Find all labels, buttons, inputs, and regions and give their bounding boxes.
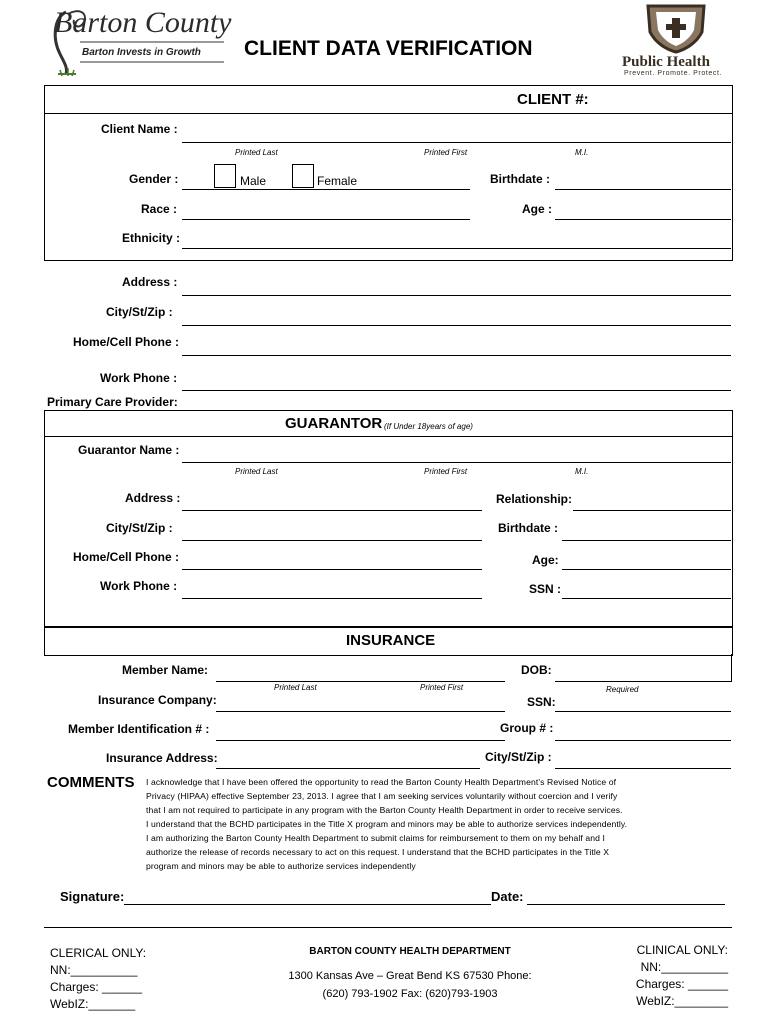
pcp-label: Primary Care Provider: (47, 395, 178, 409)
guarantor-hint-first: Printed First (424, 467, 468, 476)
comments-line-7: program and minors may be able to authorize services independently (146, 861, 416, 871)
client-name-field[interactable] (182, 142, 731, 143)
male-label: Male (240, 174, 267, 188)
guarantor-citystzip-label: City/St/Zip : (106, 521, 173, 535)
group-field[interactable] (555, 740, 731, 741)
footer-divider (44, 927, 732, 928)
guarantor-citystzip-field[interactable] (182, 540, 482, 541)
gender-label: Gender : (129, 172, 179, 186)
clinical-webiz: WebIZ:________ (636, 994, 728, 1008)
guarantor-title-underline (44, 436, 732, 437)
comments-line-3: that I am not required to participate in any program with the Barton County Health Department in order to receive services. (146, 805, 623, 815)
client-address-field[interactable] (182, 295, 731, 296)
guarantor-title: GUARANTOR (285, 415, 383, 432)
client-homecell-field[interactable] (182, 355, 731, 356)
insurance-address-label: Insurance Address: (106, 751, 218, 765)
logo-left-tagline: Barton Invests in Growth (82, 47, 201, 58)
client-hint-mi: M.I. (575, 148, 589, 157)
comments-line-5: I am authorizing the Barton County Health Department to submit claims for reimbursement to them on my behalf and I (146, 833, 605, 843)
signature-label: Signature: (60, 889, 125, 904)
guarantor-name-label: Guarantor Name : (78, 443, 180, 457)
client-work-label: Work Phone : (100, 371, 178, 385)
page-title: CLIENT DATA VERIFICATION (244, 37, 533, 60)
insurance-ssn-label: SSN: (527, 695, 556, 709)
clinical-charges: Charges: ______ (635, 977, 728, 991)
gender-underline (182, 189, 470, 190)
comments-line-6: authorize the release of records necessary to act on this request. I understand that the BCHD participates in the Title X (146, 847, 610, 857)
member-name-field[interactable] (216, 681, 505, 682)
guarantor-address-field[interactable] (182, 510, 482, 511)
birthdate-label: Birthdate : (490, 172, 550, 186)
date-label: Date: (491, 889, 524, 904)
female-checkbox[interactable] (292, 164, 314, 188)
insurance-hint-required: Required (606, 685, 639, 694)
dept-name: BARTON COUNTY HEALTH DEPARTMENT (309, 946, 511, 957)
group-label: Group # : (500, 721, 554, 735)
insurance-ssn-field[interactable] (555, 711, 731, 712)
clerical-title: CLERICAL ONLY: (50, 946, 147, 960)
guarantor-homecell-label: Home/Cell Phone : (73, 550, 180, 564)
comments-paragraph (146, 775, 730, 873)
client-homecell-label: Home/Cell Phone : (73, 335, 180, 349)
guarantor-hint-mi: M.I. (575, 467, 589, 476)
comments-line-4: I understand that the BCHD participates in the Title X program and minors may be able to authorize services independently. (146, 819, 628, 829)
client-hint-first: Printed First (424, 148, 468, 157)
relationship-label: Relationship: (496, 492, 573, 506)
clinical-only-block (624, 942, 728, 1010)
insurance-title: INSURANCE (346, 632, 436, 649)
age-field[interactable] (555, 219, 731, 220)
clinical-title: CLINICAL ONLY: (636, 943, 728, 957)
public-health-logo (618, 2, 734, 78)
signature-field[interactable] (124, 904, 491, 905)
insurance-hint-first: Printed First (420, 683, 464, 692)
guarantor-age-field[interactable] (562, 569, 731, 570)
insurance-company-field[interactable] (216, 711, 505, 712)
dept-address: 1300 Kansas Ave – Great Bend KS 67530 Phone: (288, 970, 532, 982)
male-checkbox[interactable] (214, 164, 236, 188)
comments-line-2: Privacy (HIPAA) effective September 23, 2013. I agree that I am seeking services voluntarily without coercion and I verify (146, 791, 618, 801)
member-name-label: Member Name: (122, 663, 209, 677)
guarantor-age-label: Age: (532, 553, 559, 567)
comments-line-1: I acknowledge that I have been offered the opportunity to read the Barton County Health Department’s Revised Notice of (146, 777, 617, 787)
insurance-company-label: Insurance Company: (98, 693, 217, 707)
insurance-citystzip-field[interactable] (555, 768, 731, 769)
client-number-underline (44, 113, 732, 114)
guarantor-work-label: Work Phone : (100, 579, 178, 593)
female-label: Female (317, 174, 358, 188)
guarantor-note: (If Under 18years of age) (384, 422, 473, 431)
member-id-label: Member Identification # : (68, 722, 210, 736)
race-field[interactable] (182, 219, 470, 220)
dept-phone: (620) 793-1902 Fax: (620)793-1903 (322, 988, 498, 1000)
insurance-right-border (731, 654, 732, 682)
guarantor-birthdate-field[interactable] (562, 540, 731, 541)
client-citystzip-field[interactable] (182, 325, 731, 326)
insurance-citystzip-label: City/St/Zip : (485, 750, 552, 764)
dob-field[interactable] (555, 681, 731, 682)
logo-right-tagline: Prevent. Promote. Protect. (624, 70, 723, 77)
clinical-nn: NN:__________ (640, 960, 728, 974)
birthdate-field[interactable] (555, 189, 731, 190)
guarantor-ssn-label: SSN : (529, 582, 562, 596)
clerical-nn: NN:__________ (50, 963, 138, 977)
clerical-webiz: WebIZ:_______ (50, 997, 136, 1011)
client-work-field[interactable] (182, 390, 731, 391)
clerical-only-block (50, 945, 146, 1013)
guarantor-name-field[interactable] (182, 462, 731, 463)
barton-county-logo (44, 4, 230, 78)
member-id-field[interactable] (216, 740, 505, 741)
ethnicity-label: Ethnicity : (122, 231, 181, 245)
comments-title: COMMENTS (47, 774, 135, 791)
guarantor-work-field[interactable] (182, 598, 482, 599)
race-label: Race : (141, 202, 178, 216)
dob-label: DOB: (521, 663, 552, 677)
insurance-address-field[interactable] (216, 768, 480, 769)
clerical-charges: Charges: ______ (50, 980, 143, 994)
client-hint-last: Printed Last (235, 148, 278, 157)
client-number-label: CLIENT #: (517, 91, 589, 108)
guarantor-address-label: Address : (125, 491, 181, 505)
guarantor-homecell-field[interactable] (182, 569, 482, 570)
client-citystzip-label: City/St/Zip : (106, 305, 173, 319)
client-address-label: Address : (122, 275, 178, 289)
guarantor-ssn-field[interactable] (562, 598, 731, 599)
guarantor-hint-last: Printed Last (235, 467, 278, 476)
date-field[interactable] (527, 904, 725, 905)
relationship-field[interactable] (573, 510, 731, 511)
age-label: Age : (522, 202, 552, 216)
logo-left-title: Barton County (54, 6, 232, 39)
client-name-label: Client Name : (101, 122, 178, 136)
insurance-hint-last: Printed Last (274, 683, 317, 692)
logo-right-name: Public Health (622, 54, 710, 70)
ethnicity-field[interactable] (182, 248, 731, 249)
guarantor-birthdate-label: Birthdate : (498, 521, 558, 535)
